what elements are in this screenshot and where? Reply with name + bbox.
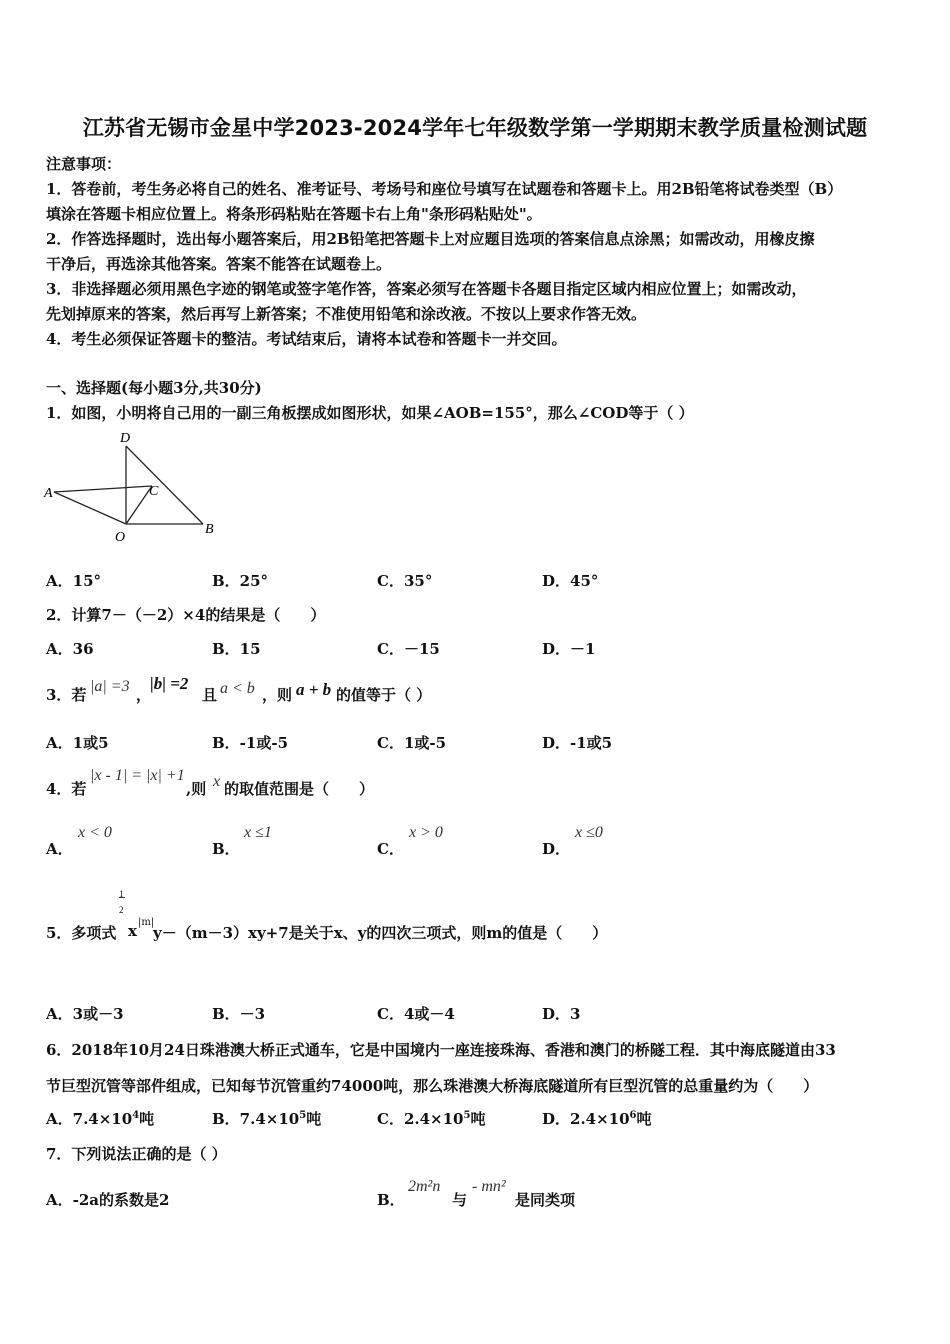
q4-option-d[interactable]: D． xyxy=(542,840,571,858)
q5-stem-suffix: y－（m－3）xy+7是关于x、y的四次三项式，则m的值是（ ） xyxy=(153,924,608,942)
q6-option-b-exp: 5 xyxy=(299,1110,307,1121)
q7-option-b-suffix: 是同类项 xyxy=(515,1191,576,1209)
q1-label-b: B xyxy=(205,522,214,537)
q5-option-b[interactable]: B．－3 xyxy=(212,1005,266,1023)
q5-x: x xyxy=(128,922,137,940)
q4-option-c[interactable]: C． xyxy=(377,840,404,858)
q6-option-d[interactable] xyxy=(542,1108,652,1129)
q5-exponent: |m| xyxy=(138,917,155,928)
q2-stem: 2．计算7－（－2）×4的结果是（ ） xyxy=(46,606,326,624)
q1-option-b[interactable]: B．25° xyxy=(212,572,269,590)
q3-math-abs-a: |a| =3 xyxy=(90,678,130,695)
q6-option-c-unit: 吨 xyxy=(470,1110,486,1128)
q6-option-a-unit: 吨 xyxy=(139,1110,155,1128)
q6-option-a-exp: 4 xyxy=(132,1110,140,1121)
q6-option-b-unit: 吨 xyxy=(306,1110,322,1128)
q1-stem: 1．如图，小明将自己用的一副三角板摆成如图形状，如果∠AOB=155°，那么∠COD等于（ ） xyxy=(46,404,694,422)
q5-option-d[interactable]: D．3 xyxy=(542,1005,581,1023)
q6-option-c-base: C．2.4×10 xyxy=(377,1110,464,1128)
q4-option-c-math: x > 0 xyxy=(409,824,443,841)
notice-heading: 注意事项： xyxy=(46,155,122,173)
q4-stem-prefix: 4．若 xyxy=(46,780,87,798)
q2-option-a[interactable]: A．36 xyxy=(46,640,94,658)
q6-option-b[interactable] xyxy=(212,1108,321,1129)
q1-option-a[interactable]: A．15° xyxy=(46,572,102,590)
q2-option-c[interactable]: C．－15 xyxy=(377,640,440,658)
q5-option-c[interactable]: C．4或－4 xyxy=(377,1005,455,1023)
q4-option-a[interactable]: A． xyxy=(46,840,73,858)
notice-line-7: 4．考生必须保证答题卡的整洁。考试结束后，请将本试卷和答题卡一并交回。 xyxy=(46,330,567,348)
notice-line-2: 填涂在答题卡相应位置上。将条形码粘贴在答题卡右上角"条形码粘贴处"。 xyxy=(46,205,542,223)
q7-option-b-math-1: 2m²n xyxy=(408,1178,441,1195)
q6-option-b-base: B．7.4×10 xyxy=(212,1110,300,1128)
q6-option-c-exp: 5 xyxy=(463,1110,471,1121)
q4-option-b-math: x ≤1 xyxy=(244,824,272,841)
notice-line-6: 先划掉原来的答案，然后再写上新答案；不准使用铅笔和涂改液。不按以上要求作答无效。 xyxy=(46,305,647,323)
q4-stem-suffix: 的取值范围是（ ） xyxy=(224,780,375,798)
q2-option-d[interactable]: D．－1 xyxy=(542,640,596,658)
q7-option-a[interactable]: A．-2a的系数是2 xyxy=(46,1191,170,1209)
q1-label-d: D xyxy=(120,431,131,446)
q1-label-c: C xyxy=(149,484,159,499)
q4-stem-mid: ,则 xyxy=(186,780,207,798)
q7-stem: 7．下列说法正确的是（ ） xyxy=(46,1145,227,1163)
q3-math-abs-b: |b| =2 xyxy=(150,674,189,693)
q6-stem-line-1: 6．2018年10月24日珠港澳大桥正式通车，它是中国境内一座连接珠海、香港和澳门的桥隧工程．其中海底隧道由33 xyxy=(46,1041,836,1059)
q1-label-o: O xyxy=(115,530,126,545)
q3-stem-mid: 且 xyxy=(202,686,218,704)
q5-frac-den: 2 xyxy=(119,905,124,915)
q4-math-x: x xyxy=(213,773,221,790)
q2-option-b[interactable]: B．15 xyxy=(212,640,261,658)
q6-option-a-base: A．7.4×10 xyxy=(46,1110,133,1128)
q5-frac-num: 1 xyxy=(119,889,124,899)
q3-option-b[interactable]: B．-1或-5 xyxy=(212,734,289,752)
notice-line-3: 2．作答选择题时，选出每小题答案后，用2B铅笔把答题卡上对应题目选项的答案信息点涂黑；如需改动，用橡皮擦 xyxy=(46,230,815,248)
notice-line-4: 干净后，再选涂其他答案。答案不能答在试题卷上。 xyxy=(46,255,392,273)
q6-option-d-unit: 吨 xyxy=(636,1110,652,1128)
q5-option-a[interactable]: A．3或－3 xyxy=(46,1005,124,1023)
q5-stem-prefix: 5．多项式 xyxy=(46,924,117,942)
q3-option-c[interactable]: C．1或-5 xyxy=(377,734,447,752)
notice-line-1: 1．答卷前，考生务必将自己的姓名、准考证号、考场号和座位号填写在试题卷和答题卡上。用2B铅笔将试卷类型（B） xyxy=(46,180,843,198)
q6-option-d-exp: 6 xyxy=(629,1110,637,1121)
q6-option-a[interactable] xyxy=(46,1108,154,1129)
q3-sep: ， xyxy=(136,686,152,704)
q3-stem-suffix: 的值等于（ ） xyxy=(336,686,432,704)
q5-frac-bar xyxy=(119,897,125,898)
q4-option-d-math: x ≤0 xyxy=(575,824,603,841)
q7-option-b-mid: 与 xyxy=(452,1191,468,1209)
q1-label-a: A xyxy=(44,486,53,501)
q4-option-a-math: x < 0 xyxy=(78,824,112,841)
q3-stem-mid2: ，则 xyxy=(262,686,293,704)
q6-option-c[interactable] xyxy=(377,1108,485,1129)
q7-option-b-math-2: - mn² xyxy=(472,1178,506,1195)
q3-option-d[interactable]: D．-1或5 xyxy=(542,734,613,752)
q6-option-d-base: D．2.4×10 xyxy=(542,1110,630,1128)
q7-option-b[interactable]: B． xyxy=(377,1191,405,1209)
q3-math-a-plus-b: a + b xyxy=(296,680,332,699)
q3-option-a[interactable]: A．1或5 xyxy=(46,734,109,752)
page-title: 江苏省无锡市金星中学2023-2024学年七年级数学第一学期期末教学质量检测试题 xyxy=(82,116,868,140)
q1-option-d[interactable]: D．45° xyxy=(542,572,599,590)
section-heading: 一、选择题(每小题3分,共30分) xyxy=(46,379,262,397)
q1-figure xyxy=(40,428,230,548)
q3-stem-prefix: 3．若 xyxy=(46,686,87,704)
q4-option-b[interactable]: B． xyxy=(212,840,240,858)
q1-option-c[interactable]: C．35° xyxy=(377,572,433,590)
notice-line-5: 3．非选择题必须用黑色字迹的钢笔或签字笔作答，答案必须写在答题卡各题目指定区域内相应位置上；如需改动， xyxy=(46,280,807,298)
q6-stem-line-2: 节巨型沉管等部件组成，已知每节沉管重约74000吨，那么珠港澳大桥海底隧道所有巨型沉管的总重量约为（ ） xyxy=(46,1077,819,1095)
q4-math-condition: |x - 1| = |x| +1 xyxy=(90,767,185,784)
q3-math-a-lt-b: a < b xyxy=(220,680,255,697)
